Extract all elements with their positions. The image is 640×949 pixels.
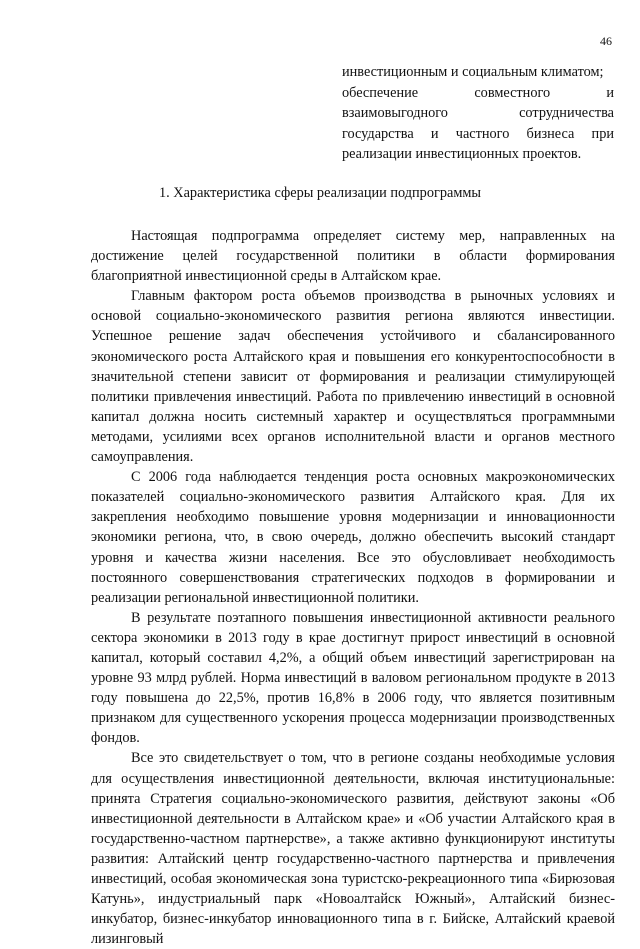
list-item: обеспечение совместного и взаимовыгодного сотрудничества государства и частного бизнеса при реализации инвестиционных проектов. [342, 84, 614, 162]
list-continuation [342, 62, 614, 165]
body-text [91, 226, 615, 949]
section-heading: 1. Характеристика сферы реализации подпрограммы [158, 185, 482, 201]
paragraph: Все это свидетельствует о том, что в регионе созданы необходимые условия для осуществления инвестиционной деятельности, включая институциональные: принята Стратегия социально-экономического развития, действуют законы «Об инвестиционной деятельности в Алтайском крае» и «Об участии Алтайского края в государственно-частном партнерстве», а также активно функционируют институты развития: Алтайский центр государственно-частного партнерства и привлечения инвестиций, особая экономическая зона туристско-рекреационного типа «Бирюзовая Катунь», индустриальный парк «Новоалтайск Южный», Алтайский бизнес-инкубатор, бизнес-инкубатор инновационного типа в г. Бийске, Алтайский краевой лизинговый [91, 750, 615, 948]
paragraph: Настоящая подпрограмма определяет систему мер, направленных на достижение целей государственной политики в области формирования благоприятной инвестиционной среды в Алтайском крае. [91, 228, 615, 285]
paragraph: В результате поэтапного повышения инвестиционной активности реального сектора экономики в 2013 году в крае достигнут прирост инвестиций в основной капитал, который составил 4,2%, а общий объем инвестиций зарегистрирован на уровне 93 млрд рублей. Норма инвестиций в валовом региональном продукте в 2013 году повышена до 22,5%, против 16,8% в 2006 году, что является позитивным признаком для существенного ускорения процесса модернизации производственных фондов. [91, 609, 615, 747]
page-number: 46 [600, 34, 612, 48]
paragraph: С 2006 года наблюдается тенденция роста основных макроэкономических показателей социально-экономического развития Алтайского края. Для их закрепления необходимо повышение уровня модернизации и инновационности экономики региона, что, в свою очередь, должно обеспечить высокий стандарт уровня и качества жизни населения. Все это обусловливает необходимость постоянного совершенствования стратегических подходов в формировании и реализации региональной инвестиционной политики. [91, 469, 615, 606]
paragraph: Главным фактором роста объемов производства в рыночных условиях и основой социально-экономического развития региона являются инвестиции. Успешное решение задач обеспечения устойчивого и сбалансированного экономического роста Алтайского края и повышения его конкурентоспособности в значительной степени зависит от формирования и реализации стимулирующей политики привлечения инвестиций. Работа по привлечению инвестиций в основной капитал должна носить системный характер и осуществляться программными методами, усилиями всех органов исполнительной власти и органов местного самоуправления. [91, 288, 615, 466]
list-item: инвестиционным и социальным климатом; [342, 64, 604, 80]
